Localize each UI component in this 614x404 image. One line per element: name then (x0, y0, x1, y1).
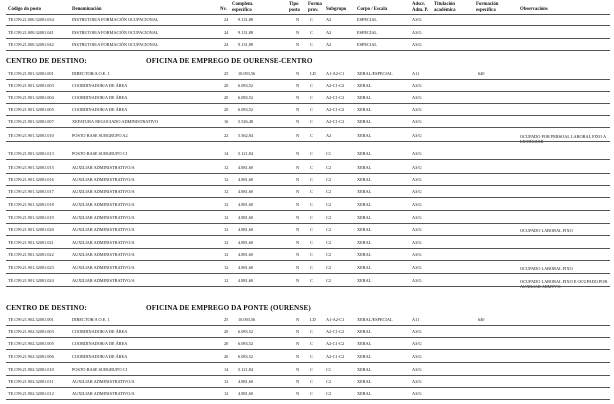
cell-nv: 24 (224, 42, 229, 47)
cell-adscr: A3/G (412, 177, 422, 182)
cell-nv: 12 (224, 202, 229, 207)
cell-forma: C (310, 215, 313, 220)
cell-subgrupo: C2 (326, 202, 332, 207)
cell-code: TE.C99.21.901.32001.022 (8, 252, 54, 257)
cell-code: TE.C99.21.901.32001.004 (8, 95, 54, 100)
cell-subgrupo: C2 (326, 240, 332, 245)
cell-complemento: 6.083,52 (238, 329, 254, 334)
cell-denominacion: COORDINADOR/A DE ÁREA (72, 107, 128, 112)
cell-denominacion: DIRECTOR/A O.E. 1 (72, 317, 110, 322)
row-rule (6, 127, 610, 128)
section-title-ourense-centro (6, 58, 313, 65)
cell-nv: 12 (224, 227, 229, 232)
cell-tipo: N (296, 379, 300, 384)
header-corpo: Corpo / Escala (357, 7, 388, 12)
cell-adscr: A3/G (412, 252, 422, 257)
cell-forma: C (310, 341, 313, 346)
cell-nv: 20 (224, 354, 229, 359)
cell-subgrupo: C2 (326, 278, 332, 283)
section-name: OFICINA DE EMPREGO DA PONTE (OURENSE) (146, 304, 311, 312)
cell-corpo: XERAL (357, 278, 372, 283)
cell-adscr: A3/G (412, 107, 422, 112)
cell-forma: C (310, 189, 313, 194)
cell-forma: C (310, 95, 313, 100)
cell-subgrupo: C2 (326, 265, 332, 270)
cell-denominacion: AUXILIAR ADMINISTRATIVO/A (72, 240, 135, 245)
cell-nv: 20 (224, 341, 229, 346)
cell-adscr: A3/G (412, 341, 422, 346)
cell-forma: C (310, 227, 313, 232)
section-label: CENTRO DE DESTINO: (6, 57, 87, 65)
header-codigo: Código do posto (8, 7, 42, 12)
row-rule (6, 91, 610, 92)
cell-corpo: XERAL (357, 165, 372, 170)
cell-code: TE.C99.21.902.32001.010 (8, 367, 54, 372)
cell-code: TE.C99.21.000.32001.034 (8, 17, 54, 22)
cell-denominacion: DIRECTOR/A O.E. 1 (72, 71, 110, 76)
cell-code: TE.C99.21.901.32001.021 (8, 240, 54, 245)
cell-complemento: 4.881,60 (238, 391, 254, 396)
cell-observacions: OCUPADO LABORAL FIXO (520, 228, 573, 233)
cell-nv: 12 (224, 278, 229, 283)
cell-nv: 24 (224, 17, 229, 22)
cell-tipo: N (296, 227, 300, 232)
cell-subgrupo: C2 (326, 215, 332, 220)
cell-corpo: XERAL (357, 240, 372, 245)
cell-subgrupo: C2 (326, 252, 332, 257)
cell-complemento: 10.093,56 (238, 317, 256, 322)
cell-corpo: XERAL (357, 202, 372, 207)
cell-complemento: 5.121,84 (238, 151, 254, 156)
cell-forma: C (310, 367, 313, 372)
row-rule (6, 197, 610, 198)
cell-complemento: 5.362,84 (238, 133, 254, 138)
cell-nv: 20 (224, 95, 229, 100)
cell-code: TE.C99.21.902.32001.003 (8, 329, 54, 334)
cell-denominacion: INSTRUTOR/A FORMACIÓN OCUPACIONAL (72, 17, 159, 22)
cell-nv: 16 (224, 119, 229, 124)
cell-tipo: N (296, 83, 300, 88)
cell-code: TE.C99.21.000.32001.042 (8, 42, 54, 47)
cell-forma: C (310, 151, 313, 156)
row-rule (6, 173, 610, 174)
cell-code: TE.C99.21.901.32001.019 (8, 215, 54, 220)
cell-corpo: XERAL (357, 379, 372, 384)
cell-corpo: XERAL (357, 151, 372, 156)
cell-tipo: N (296, 329, 300, 334)
cell-adscr: A3/G (412, 329, 422, 334)
cell-subgrupo: C2 (326, 227, 332, 232)
cell-nv: 12 (224, 215, 229, 220)
cell-adscr: A3/G (412, 83, 422, 88)
cell-tipo: N (296, 278, 300, 283)
cell-adscr: A3/G (412, 202, 422, 207)
cell-nv: 20 (224, 329, 229, 334)
cell-tipo: N (296, 367, 300, 372)
cell-tipo: N (296, 165, 300, 170)
cell-tipo: N (296, 317, 300, 322)
cell-tipo: N (296, 240, 300, 245)
row-rule (6, 223, 610, 224)
cell-denominacion: POSTO BASE SUBGRUPO A2 (72, 133, 128, 138)
cell-tipo: N (296, 391, 300, 396)
cell-denominacion: AUXILIAR ADMINISTRATIVO/A (72, 177, 135, 182)
cell-formacion: 640 (478, 317, 485, 322)
cell-complemento: 4.881,60 (238, 240, 254, 245)
header-adscr: Adscr. Adm. P. (412, 2, 429, 13)
cell-complemento: 4.881,60 (238, 202, 254, 207)
cell-forma: C (310, 252, 313, 257)
cell-nv: 25 (224, 71, 229, 76)
cell-denominacion: INSTRUTOR/A FORMACIÓN OCUPACIONAL (72, 30, 159, 35)
cell-tipo: N (296, 30, 300, 35)
cell-complemento: 4.881,60 (238, 278, 254, 283)
header-subgrupo: Subgrupo (326, 7, 347, 12)
cell-forma: C (310, 83, 313, 88)
row-rule (6, 286, 610, 287)
cell-code: TE.C99.21.901.32001.015 (8, 165, 54, 170)
cell-nv: 12 (224, 379, 229, 384)
cell-nv: 24 (224, 30, 229, 35)
cell-forma: C (310, 133, 313, 138)
cell-nv: 12 (224, 252, 229, 257)
cell-corpo: XERAL (357, 341, 372, 346)
cell-denominacion: AUXILIAR ADMINISTRATIVO/A (72, 391, 135, 396)
cell-complemento: 6.083,52 (238, 354, 254, 359)
cell-corpo: XERAL (357, 354, 372, 359)
cell-complemento: 4.881,60 (238, 189, 254, 194)
cell-complemento: 4.881,60 (238, 165, 254, 170)
cell-code: TE.C99.21.902.32001.012 (8, 391, 54, 396)
cell-code: TE.C99.21.901.32001.003 (8, 83, 54, 88)
cell-tipo: N (296, 119, 300, 124)
cell-complemento: 9.131,88 (238, 30, 254, 35)
cell-complemento: 5.121,84 (238, 367, 254, 372)
cell-adscr: A3/G (412, 119, 422, 124)
cell-subgrupo: A2 (326, 17, 332, 22)
cell-tipo: N (296, 341, 300, 346)
cell-subgrupo: A2-C1-C2 (326, 95, 345, 100)
row-rule (6, 79, 610, 80)
cell-complemento: 4.881,60 (238, 227, 254, 232)
row-rule (6, 115, 610, 116)
header-complemento: Complem. específico (232, 2, 254, 13)
cell-observacions: OCUPADO LABORAL FIXO (520, 266, 573, 271)
header-nv: Nv. (220, 7, 227, 12)
cell-denominacion: XEFATURA NEGOCIADO ADMINISTRATIVO (72, 119, 159, 124)
cell-subgrupo: C1 (326, 367, 332, 372)
row-rule (6, 50, 610, 51)
row-rule (6, 210, 610, 211)
cell-complemento: 4.881,60 (238, 265, 254, 270)
cell-subgrupo: A2-C1-C2 (326, 119, 345, 124)
header-forma: Forma prov. (308, 2, 322, 13)
cell-forma: C (310, 177, 313, 182)
cell-adscr: A3/G (412, 165, 422, 170)
cell-forma: C (310, 329, 313, 334)
cell-complemento: 6.083,52 (238, 107, 254, 112)
cell-corpo: ESPECIAL (357, 30, 378, 35)
cell-adscr: A3/G (412, 391, 422, 396)
cell-subgrupo: C2 (326, 189, 332, 194)
cell-denominacion: COORDINADOR/A DE ÁREA (72, 341, 128, 346)
cell-complemento: 6.083,52 (238, 95, 254, 100)
cell-subgrupo: A2-C1-C2 (326, 83, 345, 88)
cell-adscr: A3/G (412, 17, 422, 22)
cell-complemento: 5.526,48 (238, 119, 254, 124)
header-titulacion: Titulación académica (434, 2, 456, 13)
cell-adscr: A3/G (412, 151, 422, 156)
cell-nv: 14 (224, 367, 229, 372)
cell-denominacion: AUXILIAR ADMINISTRATIVO/A (72, 278, 135, 283)
cell-forma: LD (310, 71, 316, 76)
cell-nv: 12 (224, 177, 229, 182)
header-observacions: Observacións (520, 7, 548, 12)
cell-adscr: A3/G (412, 30, 422, 35)
cell-forma: LD (310, 317, 316, 322)
cell-forma: C (310, 240, 313, 245)
cell-subgrupo: A2-C1-C2 (326, 107, 345, 112)
row-rule (6, 248, 610, 249)
cell-nv: 12 (224, 189, 229, 194)
row-rule (6, 337, 610, 338)
cell-tipo: N (296, 42, 300, 47)
cell-nv: 12 (224, 240, 229, 245)
cell-tipo: N (296, 151, 300, 156)
cell-corpo: XERAL/ESPECIAL (357, 71, 393, 76)
cell-code: TE.C99.21.901.32001.016 (8, 177, 54, 182)
cell-denominacion: POSTO BASE SUBGRUPO C1 (72, 367, 128, 372)
cell-adscr: A3/G (412, 215, 422, 220)
cell-adscr: A11 (412, 317, 420, 322)
section-name: OFICINA DE EMPREGO DE OURENSE-CENTRO (146, 57, 313, 65)
cell-complemento: 10.093,56 (238, 71, 256, 76)
section-label: CENTRO DE DESTINO: (6, 304, 87, 312)
cell-tipo: N (296, 252, 300, 257)
cell-code: TE.C99.21.902.32001.011 (8, 379, 54, 384)
cell-subgrupo: A2 (326, 30, 332, 35)
cell-corpo: XERAL (357, 95, 372, 100)
cell-denominacion: COORDINADOR/A DE ÁREA (72, 83, 128, 88)
cell-subgrupo: C2 (326, 177, 332, 182)
cell-denominacion: AUXILIAR ADMINISTRATIVO/A (72, 189, 135, 194)
cell-adscr: A11 (412, 71, 420, 76)
cell-denominacion: INSTRUTOR/A FORMACIÓN OCUPACIONAL (72, 42, 159, 47)
header-formacion: Formación específica (476, 2, 499, 13)
cell-forma: C (310, 165, 313, 170)
cell-tipo: N (296, 17, 300, 22)
cell-tipo: N (296, 107, 300, 112)
cell-forma: C (310, 278, 313, 283)
cell-complemento: 4.881,60 (238, 379, 254, 384)
row-rule (6, 159, 610, 160)
cell-corpo: XERAL (357, 252, 372, 257)
cell-tipo: N (296, 202, 300, 207)
cell-complemento: 6.083,52 (238, 341, 254, 346)
cell-subgrupo: A2 (326, 133, 332, 138)
cell-corpo: XERAL (357, 83, 372, 88)
cell-tipo: N (296, 71, 300, 76)
cell-code: TE.C99.21.901.32001.023 (8, 265, 54, 270)
cell-complemento: 4.881,60 (238, 177, 254, 182)
row-rule (6, 25, 610, 26)
cell-adscr: A3/G (412, 278, 422, 283)
cell-tipo: N (296, 177, 300, 182)
cell-adscr: A3/G (412, 240, 422, 245)
header-tipo: Tipo posto (289, 2, 300, 13)
cell-complemento: 6.083,52 (238, 83, 254, 88)
cell-corpo: ESPECIAL (357, 42, 378, 47)
cell-denominacion: AUXILIAR ADMINISTRATIVO/A (72, 265, 135, 270)
cell-corpo: XERAL (357, 367, 372, 372)
row-rule (6, 375, 610, 376)
row-rule (6, 399, 610, 400)
cell-observacions: OCUPADO LABORAL FIXO E OCUPADO POR AUXILIAR ADMTVO. (520, 279, 608, 290)
cell-denominacion: COORDINADOR/A DE ÁREA (72, 95, 128, 100)
cell-nv: 12 (224, 391, 229, 396)
row-rule (6, 349, 610, 350)
cell-adscr: A3/G (412, 367, 422, 372)
cell-forma: C (310, 354, 313, 359)
cell-forma: C (310, 30, 313, 35)
cell-denominacion: AUXILIAR ADMINISTRATIVO/A (72, 379, 135, 384)
cell-subgrupo: A2-C1-C2 (326, 354, 345, 359)
cell-forma: C (310, 202, 313, 207)
cell-code: TE.C99.21.901.32001.017 (8, 189, 54, 194)
cell-code: TE.C99.21.901.32001.024 (8, 278, 54, 283)
cell-code: TE.C99.21.902.32001.001 (8, 317, 54, 322)
cell-nv: 12 (224, 165, 229, 170)
cell-forma: C (310, 107, 313, 112)
row-rule (6, 141, 610, 142)
cell-code: TE.C99.21.901.32001.010 (8, 133, 54, 138)
cell-nv: 20 (224, 107, 229, 112)
cell-subgrupo: A2 (326, 42, 332, 47)
cell-denominacion: COORDINADOR/A DE ÁREA (72, 329, 128, 334)
cell-subgrupo: C1 (326, 151, 332, 156)
cell-denominacion: AUXILIAR ADMINISTRATIVO/A (72, 252, 135, 257)
cell-forma: C (310, 119, 313, 124)
cell-denominacion: AUXILIAR ADMINISTRATIVO/A (72, 215, 135, 220)
cell-denominacion: AUXILIAR ADMINISTRATIVO/A (72, 202, 135, 207)
cell-forma: C (310, 391, 313, 396)
cell-complemento: 4.881,60 (238, 252, 254, 257)
cell-denominacion: AUXILIAR ADMINISTRATIVO/A (72, 165, 135, 170)
cell-nv: 12 (224, 265, 229, 270)
cell-nv: 20 (224, 83, 229, 88)
cell-complemento: 4.881,60 (238, 215, 254, 220)
cell-tipo: N (296, 189, 300, 194)
cell-corpo: XERAL (357, 391, 372, 396)
cell-adscr: A3/G (412, 189, 422, 194)
cell-corpo: XERAL (357, 107, 372, 112)
cell-tipo: N (296, 133, 300, 138)
cell-subgrupo: A1-A2-C1 (326, 317, 345, 322)
cell-adscr: A3/G (412, 42, 422, 47)
row-rule (6, 273, 610, 274)
cell-subgrupo: C2 (326, 165, 332, 170)
cell-code: TE.C99.21.901.32001.013 (8, 151, 54, 156)
cell-adscr: A3/G (412, 95, 422, 100)
cell-forma: C (310, 17, 313, 22)
row-rule (6, 185, 610, 186)
row-rule (6, 387, 610, 388)
cell-subgrupo: A2-C1-C2 (326, 329, 345, 334)
cell-code: TE.C99.21.902.32001.005 (8, 341, 54, 346)
cell-forma: C (310, 379, 313, 384)
cell-adscr: A3/G (412, 379, 422, 384)
cell-subgrupo: A2-C1-C2 (326, 341, 345, 346)
cell-code: TE.C99.21.901.32001.001 (8, 71, 54, 76)
cell-corpo: XERAL (357, 215, 372, 220)
row-rule (6, 325, 610, 326)
cell-tipo: N (296, 215, 300, 220)
cell-forma: C (310, 265, 313, 270)
cell-denominacion: POSTO BASE SUBGRUPO C1 (72, 151, 128, 156)
cell-corpo: XERAL (357, 227, 372, 232)
cell-denominacion: AUXILIAR ADMINISTRATIVO/A (72, 227, 135, 232)
cell-code: TE.C99.21.901.32001.020 (8, 227, 54, 232)
cell-corpo: XERAL (357, 177, 372, 182)
cell-code: TE.C99.21.000.32001.041 (8, 30, 54, 35)
cell-code: TE.C99.21.901.32001.007 (8, 119, 54, 124)
cell-code: TE.C99.21.901.32001.018 (8, 202, 54, 207)
cell-nv: 22 (224, 133, 229, 138)
row-rule (6, 235, 610, 236)
cell-adscr: A3/G (412, 354, 422, 359)
cell-nv: 25 (224, 317, 229, 322)
cell-adscr: A3/G (412, 133, 422, 138)
cell-code: TE.C99.21.901.32001.005 (8, 107, 54, 112)
cell-tipo: N (296, 354, 300, 359)
cell-adscr: A3/G (412, 227, 422, 232)
cell-formacion: 640 (478, 71, 485, 76)
cell-tipo: N (296, 265, 300, 270)
cell-complemento: 9.131,88 (238, 17, 254, 22)
cell-corpo: XERAL/ESPECIAL (357, 317, 393, 322)
cell-observacions: OCUPADO POR PERSOAL LABORAL FIXO A EXTINGUIR (520, 134, 606, 145)
header-rule (6, 14, 610, 15)
cell-subgrupo: C2 (326, 379, 332, 384)
cell-tipo: N (296, 95, 300, 100)
cell-subgrupo: A1-A2-C1 (326, 71, 345, 76)
cell-nv: 14 (224, 151, 229, 156)
header-denominacion: Denominación (72, 7, 102, 12)
row-rule (6, 362, 610, 363)
cell-complemento: 9.131,88 (238, 42, 254, 47)
cell-subgrupo: C2 (326, 391, 332, 396)
cell-corpo: XERAL (357, 265, 372, 270)
section-title-a-ponte (6, 305, 311, 312)
cell-corpo: XERAL (357, 329, 372, 334)
cell-forma: C (310, 42, 313, 47)
cell-code: TE.C99.21.902.32001.006 (8, 354, 54, 359)
cell-denominacion: COORDINADOR/A DE ÁREA (72, 354, 128, 359)
cell-corpo: XERAL (357, 189, 372, 194)
cell-corpo: XERAL (357, 133, 372, 138)
cell-corpo: ESPECIAL (357, 17, 378, 22)
cell-corpo: XERAL (357, 119, 372, 124)
row-rule (6, 260, 610, 261)
row-rule (6, 103, 610, 104)
cell-adscr: A3/G (412, 265, 422, 270)
row-rule (6, 38, 610, 39)
